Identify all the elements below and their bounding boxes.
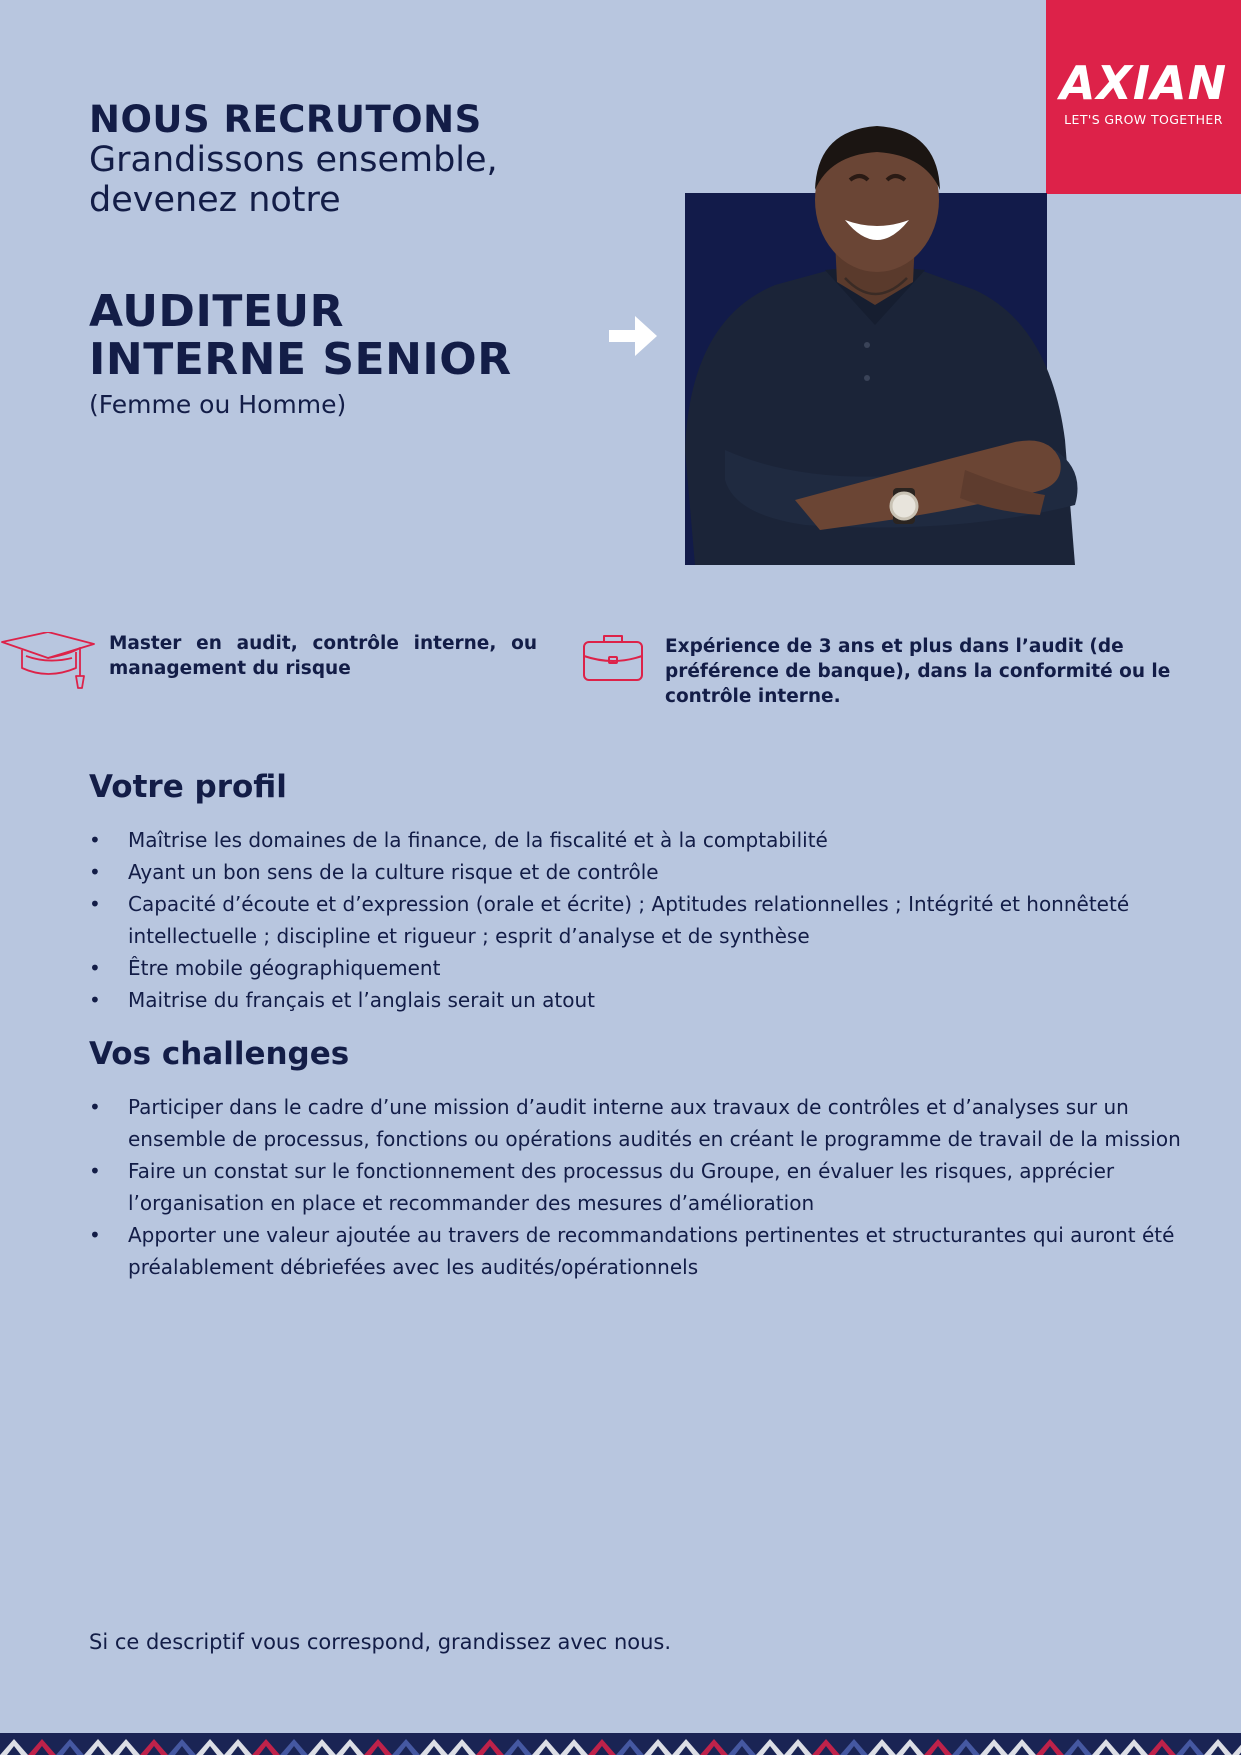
closing-statement: Si ce descriptif vous correspond, grandissez avec nous.: [89, 1630, 672, 1654]
profile-list: [89, 824, 1219, 1016]
job-title: [89, 288, 569, 384]
recruiting-kicker: NOUS RECRUTONS: [89, 98, 482, 141]
challenges-section-title: Vos challenges: [89, 1036, 350, 1072]
profile-item: • Ayant un bon sens de la culture risque et de contrôle: [89, 856, 1219, 888]
subtitle-line-2: devenez notre: [89, 180, 341, 220]
subtitle-line-1: Grandissons ensemble,: [89, 140, 498, 180]
decorative-pattern-band: [0, 1733, 1241, 1755]
profile-item: • Maitrise du français et l’anglais serait un atout: [89, 984, 1219, 1016]
challenge-item: • Participer dans le cadre d’une mission d’audit interne aux travaux de contrôles et d’analyses sur un ensemble de processus, fonctions ou opérations audités en créant le programme de travail de la mission: [89, 1091, 1219, 1155]
recruiting-subtitle: [89, 140, 589, 220]
profile-item: • Maîtrise les domaines de la finance, de la fiscalité et à la comptabilité: [89, 824, 1219, 856]
profile-section-title: Votre profil: [89, 769, 287, 805]
requirement-education-text: Master en audit, contrôle interne, ou management du risque: [109, 633, 537, 679]
arrow-right-icon: [605, 310, 661, 362]
job-title-line-1: AUDITEUR: [89, 286, 345, 337]
portrait-photo: [655, 120, 1095, 565]
graduation-cap-icon: [0, 632, 96, 692]
profile-item: • Capacité d’écoute et d’expression (orale et écrite) ; Aptitudes relationnelles ; Intégrité et honnêteté intellectuelle ; discipline et rigueur ; esprit d’analyse et de synthèse: [89, 888, 1219, 952]
challenge-item: • Apporter une valeur ajoutée au travers de recommandations pertinentes et structurantes qui auront été préalablement débriefées avec les audités/opérationnels: [89, 1219, 1219, 1283]
challenges-list: [89, 1091, 1219, 1283]
job-title-line-2: INTERNE SENIOR: [89, 334, 512, 385]
requirement-experience-text: Expérience de 3 ans et plus dans l’audit (de préférence de banque), dans la conformité ou le contrôle interne.: [665, 636, 1171, 707]
brand-tagline: LET'S GROW TOGETHER: [1064, 112, 1223, 127]
profile-item: • Être mobile géographiquement: [89, 952, 1219, 984]
briefcase-icon: [582, 632, 646, 684]
challenge-item: • Faire un constat sur le fonctionnement des processus du Groupe, en évaluer les risques, apprécier l’organisation en place et recommander des mesures d’amélioration: [89, 1155, 1219, 1219]
gender-note: (Femme ou Homme): [89, 390, 347, 419]
brand-wordmark: AXIAN: [1059, 56, 1228, 110]
